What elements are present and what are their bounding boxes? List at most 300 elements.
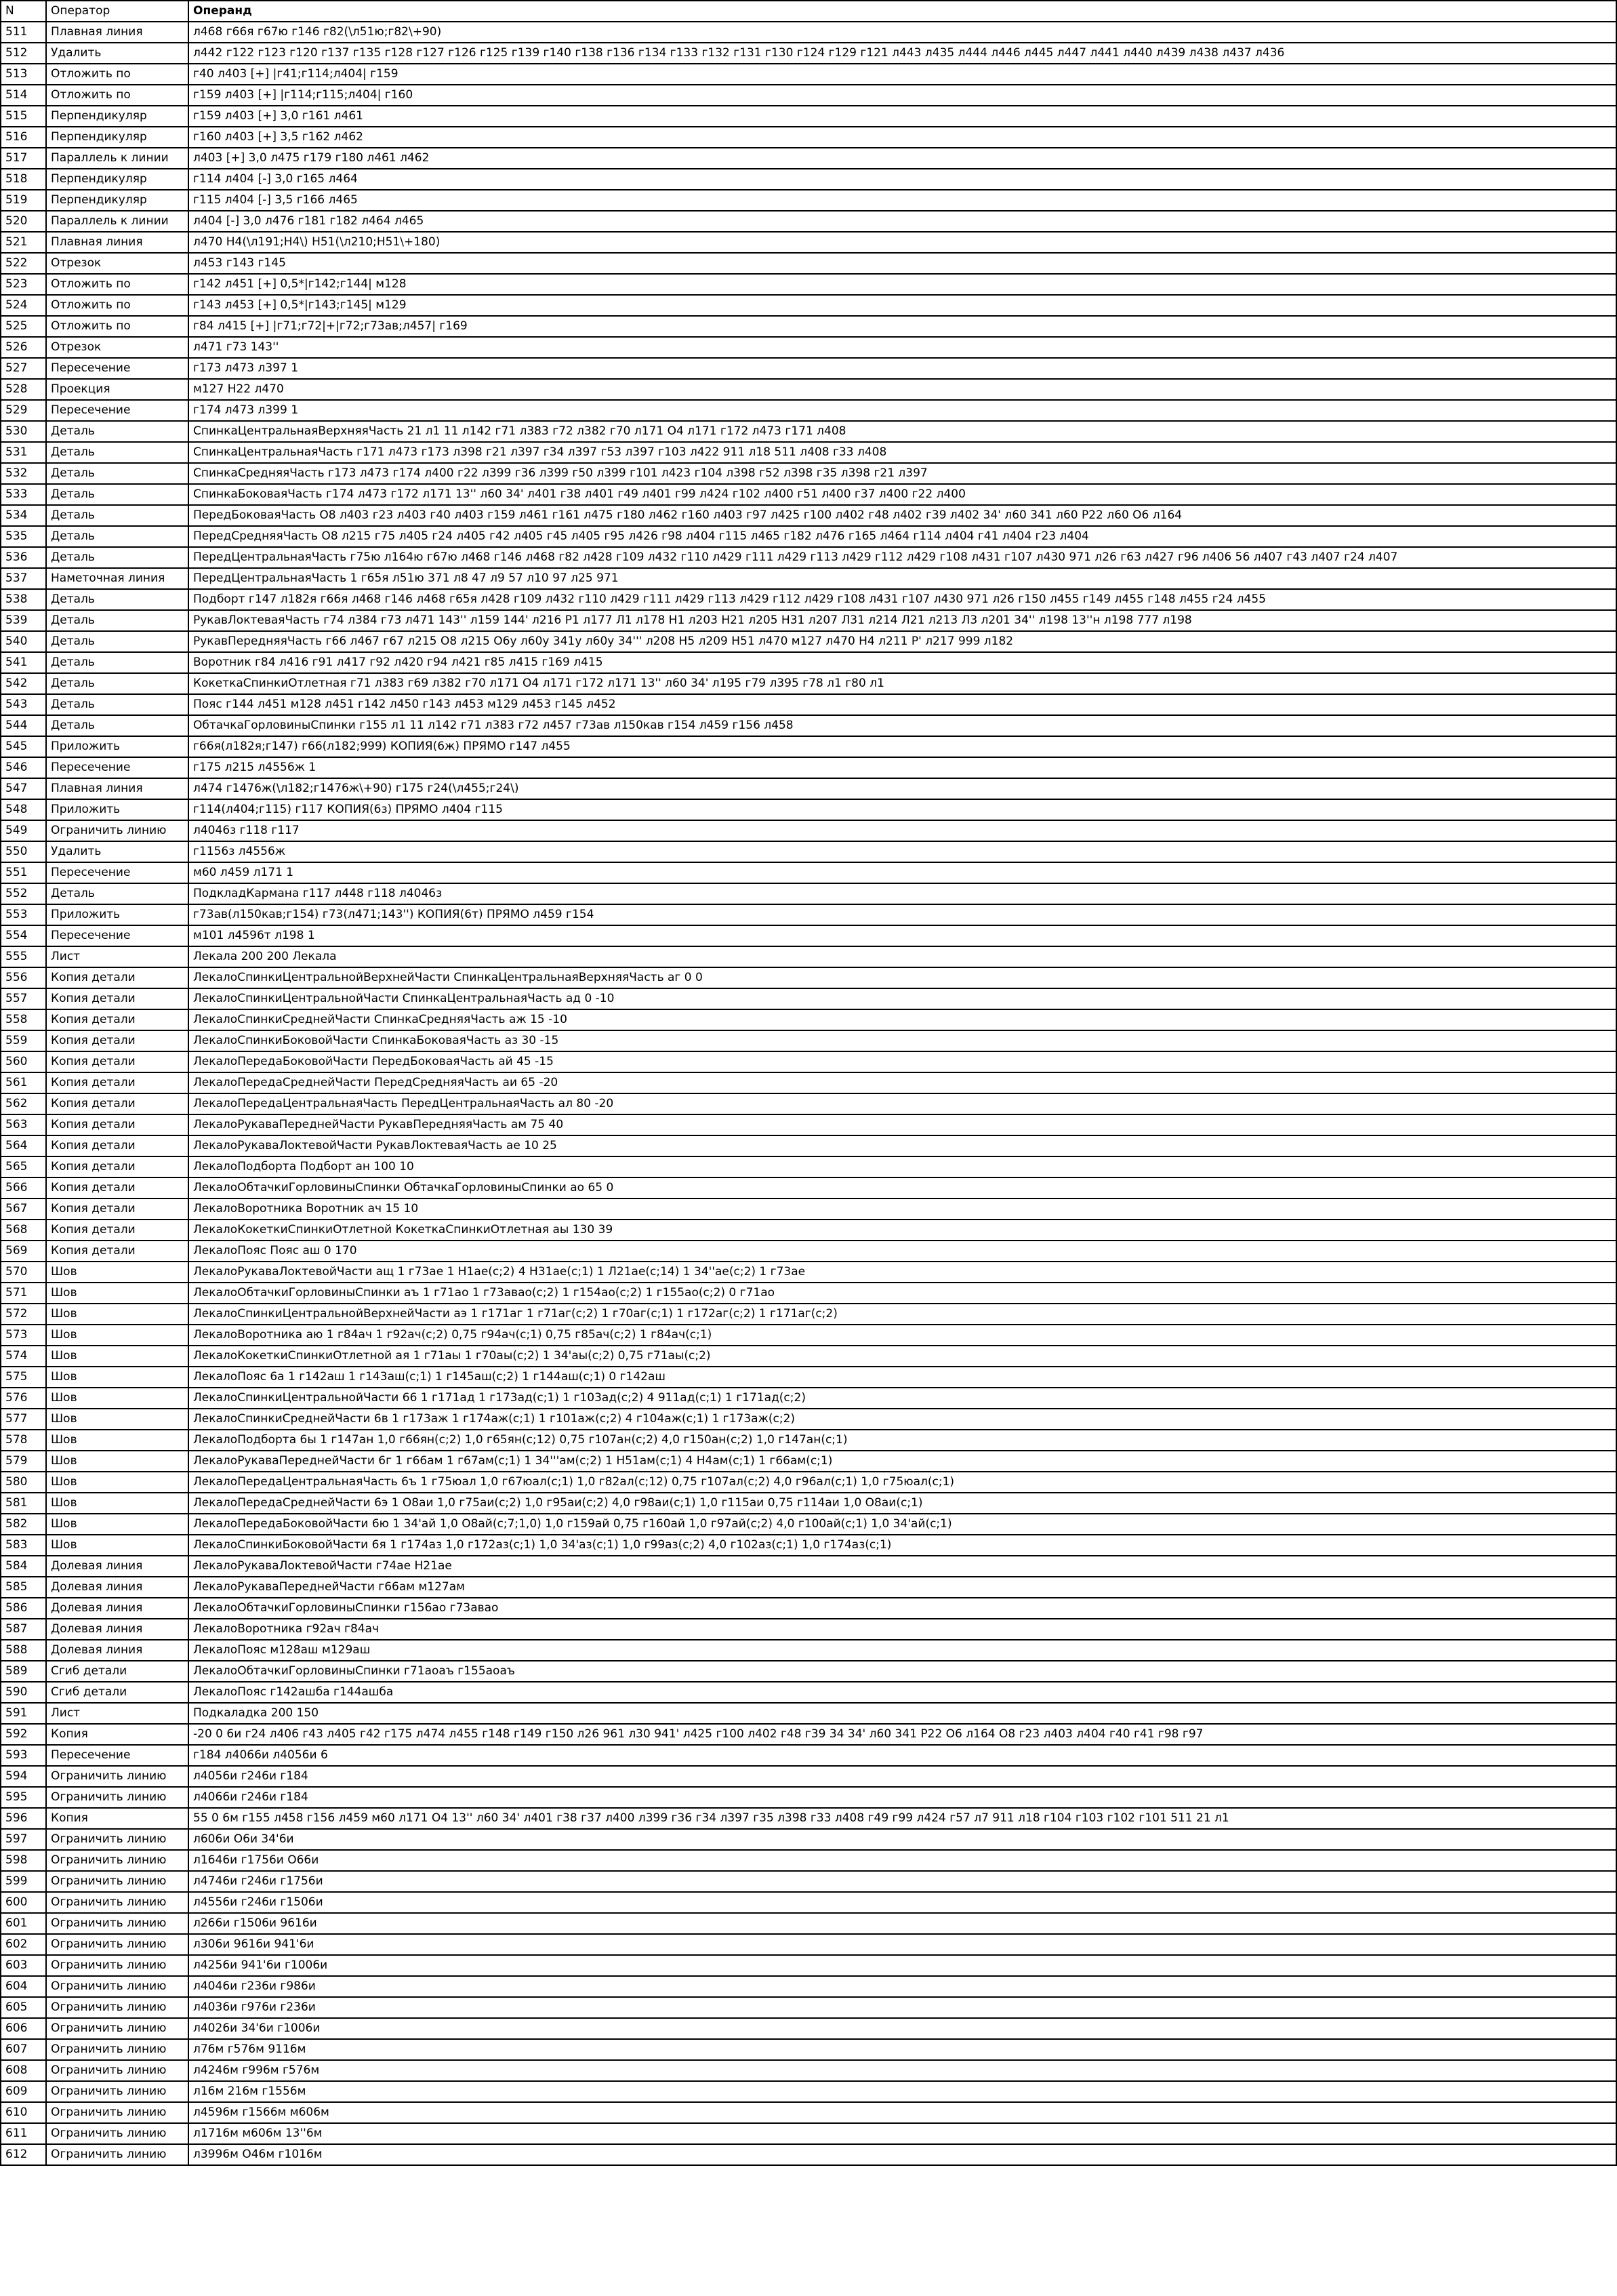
row-number: 567 [1, 1199, 46, 1220]
row-operand: ЛекалоПояс г142ашба г144ашба [188, 1682, 1616, 1703]
row-operand: Подборт г147 л182я г66я л468 г146 л468 г65я л428 г109 л432 г110 л429 г111 л429 г113 л429 г112 л429 г108 л431 г107 л430 971 л26 г150 л455 г149 л455 г148 л455 г24 л455 [188, 589, 1616, 610]
table-row [1, 1892, 1616, 1913]
row-number: 597 [1, 1829, 46, 1850]
table-row [1, 673, 1616, 694]
row-operator: Сгиб детали [46, 1661, 188, 1682]
table-row [1, 862, 1616, 883]
header-operand: Операнд [188, 1, 1616, 22]
table-row [1, 43, 1616, 64]
row-operator: Плавная линия [46, 22, 188, 43]
row-number: 513 [1, 64, 46, 85]
table-row [1, 883, 1616, 904]
row-number: 546 [1, 757, 46, 778]
row-number: 591 [1, 1703, 46, 1724]
table-row [1, 1072, 1616, 1093]
table-row [1, 1703, 1616, 1724]
row-number: 584 [1, 1556, 46, 1577]
row-number: 595 [1, 1787, 46, 1808]
row-operator: Копия детали [46, 1030, 188, 1051]
row-number: 604 [1, 1976, 46, 1997]
row-operator: Долевая линия [46, 1598, 188, 1619]
row-number: 530 [1, 421, 46, 442]
row-operator: Копия детали [46, 1199, 188, 1220]
row-number: 549 [1, 820, 46, 841]
row-number: 531 [1, 442, 46, 463]
row-number: 511 [1, 22, 46, 43]
table-row [1, 1871, 1616, 1892]
table-row [1, 169, 1616, 190]
row-operator: Ограничить линию [46, 1871, 188, 1892]
row-operand: г173 л473 л397 1 [188, 358, 1616, 379]
row-number: 602 [1, 1934, 46, 1955]
row-operator: Шов [46, 1451, 188, 1472]
table-row [1, 1388, 1616, 1409]
table-row [1, 715, 1616, 736]
row-operand: ЛекалоПояс м128аш м129аш [188, 1640, 1616, 1661]
row-number: 599 [1, 1871, 46, 1892]
row-operator: Шов [46, 1514, 188, 1535]
row-operator: Копия [46, 1808, 188, 1829]
row-operator: Ограничить линию [46, 2060, 188, 2081]
table-row [1, 547, 1616, 568]
table-row [1, 442, 1616, 463]
row-number: 587 [1, 1619, 46, 1640]
row-number: 561 [1, 1072, 46, 1093]
row-operator: Удалить [46, 43, 188, 64]
table-row [1, 106, 1616, 127]
row-number: 560 [1, 1051, 46, 1072]
row-operator: Ограничить линию [46, 1829, 188, 1850]
row-operator: Наметочная линия [46, 568, 188, 589]
table-row [1, 505, 1616, 526]
row-operator: Ограничить линию [46, 1766, 188, 1787]
row-operator: Деталь [46, 526, 188, 547]
row-number: 596 [1, 1808, 46, 1829]
row-operator: Шов [46, 1409, 188, 1430]
table-row [1, 127, 1616, 148]
table-row [1, 316, 1616, 337]
row-operand: ЛекалоПодборта 6ы 1 г147ан 1,0 г66ян(с;2) 1,0 г65ян(с;12) 0,75 г107ан(с;2) 4,0 г150ан(с;2) 1,0 г147ан(с;1) [188, 1430, 1616, 1451]
row-operand: ЛекалоПередаБоковойЧасти ПередБоковаяЧасть ай 45 -15 [188, 1051, 1616, 1072]
row-operator: Проекция [46, 379, 188, 400]
row-operand: ЛекалоПодборта Подборт ан 100 10 [188, 1156, 1616, 1177]
row-operand: л4046з г118 г117 [188, 820, 1616, 841]
row-number: 581 [1, 1493, 46, 1514]
row-operand: л16м 216м г1556м [188, 2081, 1616, 2102]
row-number: 521 [1, 232, 46, 253]
table-row [1, 799, 1616, 820]
row-operand: ЛекалоСпинкиЦентральнойЧасти 66 1 г171ад 1 г173ад(с;1) 1 г103ад(с;2) 4 911ад(с;1) 1 г171ад(с;2) [188, 1388, 1616, 1409]
row-number: 532 [1, 463, 46, 484]
row-operand: ЛекалоСпинкиЦентральнойВерхнейЧасти СпинкаЦентральнаяВерхняяЧасть аг 0 0 [188, 967, 1616, 988]
row-number: 539 [1, 610, 46, 631]
header-row [1, 1, 1616, 22]
row-operand: ЛекалоВоротника Воротник ач 15 10 [188, 1199, 1616, 1220]
row-number: 555 [1, 946, 46, 967]
table-row [1, 694, 1616, 715]
row-operator: Пересечение [46, 1745, 188, 1766]
table-row [1, 1199, 1616, 1220]
table-row [1, 1262, 1616, 1283]
row-number: 550 [1, 841, 46, 862]
row-operator: Деталь [46, 484, 188, 505]
table-row [1, 778, 1616, 799]
table-row [1, 610, 1616, 631]
row-operand: ЛекалоПередаЦентральнаяЧасть 6ъ 1 г75юал 1,0 г67юал(с;1) 1,0 г82ал(с;12) 0,75 г107ал(с;2) 4,0 г96ал(с;1) 1,0 г75юал(с;1) [188, 1472, 1616, 1493]
row-operator: Копия детали [46, 1114, 188, 1135]
row-operand: Воротник г84 л416 г91 л417 г92 л420 г94 л421 г85 л415 г169 л415 [188, 652, 1616, 673]
row-operator: Ограничить линию [46, 2102, 188, 2123]
row-operator: Шов [46, 1493, 188, 1514]
row-operator: Шов [46, 1535, 188, 1556]
row-number: 534 [1, 505, 46, 526]
row-operand: л4026и 34'6и г1006и [188, 2018, 1616, 2039]
table-row [1, 1997, 1616, 2018]
table-row [1, 1808, 1616, 1829]
row-number: 579 [1, 1451, 46, 1472]
row-number: 554 [1, 925, 46, 946]
row-operator: Отложить по [46, 85, 188, 106]
row-operator: Копия детали [46, 1072, 188, 1093]
table-row [1, 190, 1616, 211]
row-number: 529 [1, 400, 46, 421]
row-number: 608 [1, 2060, 46, 2081]
row-operand: СпинкаЦентральнаяВерхняяЧасть 21 л1 11 л142 г71 л383 г72 л382 г70 л171 О4 л171 г172 л473 г171 л408 [188, 421, 1616, 442]
row-operator: Копия детали [46, 1093, 188, 1114]
row-operand: 55 0 6м г155 л458 г156 л459 м60 л171 О4 13'' л60 34' л401 г38 г37 л400 л399 г36 г34 л397 г35 л398 г33 л408 г49 г99 л424 г57 л7 911 л18 г104 г103 г102 г101 511 21 л1 [188, 1808, 1616, 1829]
table-row [1, 1030, 1616, 1051]
table-row [1, 1472, 1616, 1493]
table-row [1, 1241, 1616, 1262]
row-operator: Шов [46, 1472, 188, 1493]
row-operator: Отложить по [46, 64, 188, 85]
row-operator: Ограничить линию [46, 2081, 188, 2102]
row-operand: г115 л404 [-] 3,5 г166 л465 [188, 190, 1616, 211]
row-number: 607 [1, 2039, 46, 2060]
row-number: 610 [1, 2102, 46, 2123]
row-number: 516 [1, 127, 46, 148]
row-operator: Деталь [46, 673, 188, 694]
table-row [1, 232, 1616, 253]
row-operand: г114(л404;г115) г117 КОПИЯ(6з) ПРЯМО л404 г115 [188, 799, 1616, 820]
row-operand: г160 л403 [+] 3,5 г162 л462 [188, 127, 1616, 148]
row-operator: Перпендикуляр [46, 169, 188, 190]
table-row [1, 1135, 1616, 1156]
row-number: 606 [1, 2018, 46, 2039]
row-operand: ЛекалоСпинкиСреднейЧасти СпинкаСредняяЧасть аж 15 -10 [188, 1009, 1616, 1030]
row-number: 520 [1, 211, 46, 232]
table-row [1, 946, 1616, 967]
row-operator: Шов [46, 1283, 188, 1304]
table-row [1, 1829, 1616, 1850]
row-operator: Перпендикуляр [46, 127, 188, 148]
row-operator: Ограничить линию [46, 1892, 188, 1913]
row-operator: Параллель к линии [46, 148, 188, 169]
row-operand: ЛекалоПояс 6а 1 г142аш 1 г143аш(с;1) 1 г145аш(с;2) 1 г144аш(с;1) 0 г142аш [188, 1367, 1616, 1388]
row-number: 557 [1, 988, 46, 1009]
row-operand: л403 [+] 3,0 л475 г179 г180 л461 л462 [188, 148, 1616, 169]
table-row [1, 631, 1616, 652]
table-row [1, 1682, 1616, 1703]
row-operand: ПередЦентральнаяЧасть 1 г65я л51ю 371 л8 47 л9 57 л10 97 л25 971 [188, 568, 1616, 589]
row-operand: КокеткаСпинкиОтлетная г71 л383 г69 л382 г70 л171 О4 л171 г172 л171 13'' л60 34' л195 г79 л395 г78 л1 г80 л1 [188, 673, 1616, 694]
row-operand: ЛекалоСпинкиЦентральнойВерхнейЧасти аэ 1 г171аг 1 г71аг(с;2) 1 г70аг(с;1) 1 г172аг(с;2) 1 г171аг(с;2) [188, 1304, 1616, 1325]
row-operator: Ограничить линию [46, 2144, 188, 2165]
table-row [1, 967, 1616, 988]
row-operator: Копия детали [46, 1135, 188, 1156]
row-operand: ЛекалоРукаваЛоктевойЧасти РукавЛоктеваяЧасть ае 10 25 [188, 1135, 1616, 1156]
row-operand: г66я(л182я;г147) г66(л182;999) КОПИЯ(6ж) ПРЯМО г147 л455 [188, 736, 1616, 757]
row-operand: м101 л4596т л198 1 [188, 925, 1616, 946]
row-operand: л76м г576м 9116м [188, 2039, 1616, 2060]
row-number: 525 [1, 316, 46, 337]
row-operator: Ограничить линию [46, 820, 188, 841]
row-operator: Приложить [46, 736, 188, 757]
table-row [1, 2018, 1616, 2039]
row-operand: г143 л453 [+] 0,5*|г143;г145| м129 [188, 295, 1616, 316]
row-operator: Пересечение [46, 400, 188, 421]
row-number: 589 [1, 1661, 46, 1682]
row-operator: Долевая линия [46, 1577, 188, 1598]
row-operator: Деталь [46, 652, 188, 673]
row-operator: Лист [46, 946, 188, 967]
row-operand: м60 л459 л171 1 [188, 862, 1616, 883]
row-operator: Деталь [46, 715, 188, 736]
row-number: 526 [1, 337, 46, 358]
row-number: 519 [1, 190, 46, 211]
row-number: 570 [1, 1262, 46, 1283]
table-row [1, 1745, 1616, 1766]
table-row [1, 484, 1616, 505]
table-row [1, 526, 1616, 547]
table-row [1, 841, 1616, 862]
row-operator: Копия [46, 1724, 188, 1745]
row-number: 598 [1, 1850, 46, 1871]
row-operand: л4036и г976и г236и [188, 1997, 1616, 2018]
header-n: N [1, 1, 46, 22]
row-number: 538 [1, 589, 46, 610]
row-operand: г174 л473 л399 1 [188, 400, 1616, 421]
row-operator: Отложить по [46, 316, 188, 337]
row-operator: Долевая линия [46, 1640, 188, 1661]
row-operand: ЛекалоРукаваЛоктевойЧасти г74ае Н21ае [188, 1556, 1616, 1577]
row-operator: Ограничить линию [46, 1850, 188, 1871]
row-operator: Копия детали [46, 1241, 188, 1262]
row-operand: ЛекалоКокеткиСпинкиОтлетной ая 1 г71аы 1 г70аы(с;2) 1 34'аы(с;2) 0,75 г71аы(с;2) [188, 1346, 1616, 1367]
table-row [1, 64, 1616, 85]
table-row [1, 652, 1616, 673]
table-row [1, 1640, 1616, 1661]
row-operator: Ограничить линию [46, 1976, 188, 1997]
row-operand: ЛекалоРукаваПереднейЧасти 6г 1 г66ам 1 г67ам(с;1) 1 34'''ам(с;2) 1 Н51ам(с;1) 4 Н4ам(с;1) 1 г66ам(с;1) [188, 1451, 1616, 1472]
row-operand: г40 л403 [+] |г41;г114;л404| г159 [188, 64, 1616, 85]
table-row [1, 1367, 1616, 1388]
table-row [1, 1661, 1616, 1682]
row-operand: РукавЛоктеваяЧасть г74 л384 г73 л471 143'' л159 144' л216 Р1 л177 Л1 л178 Н1 л203 Н21 л205 Н31 л207 Л31 л214 Л21 л213 Л3 л201 34'' л198 13''н л198 777 л198 [188, 610, 1616, 631]
row-number: 578 [1, 1430, 46, 1451]
row-operand: л4556и г246и г1506и [188, 1892, 1616, 1913]
row-number: 552 [1, 883, 46, 904]
row-operand: л4056и г246и г184 [188, 1766, 1616, 1787]
row-operator: Отрезок [46, 337, 188, 358]
row-operand: ЛекалоРукаваПереднейЧасти РукавПередняяЧасть ам 75 40 [188, 1114, 1616, 1135]
row-number: 564 [1, 1135, 46, 1156]
row-operator: Шов [46, 1367, 188, 1388]
row-operator: Деталь [46, 883, 188, 904]
row-operand: г1156з л4556ж [188, 841, 1616, 862]
header-operator: Оператор [46, 1, 188, 22]
row-operator: Пересечение [46, 862, 188, 883]
row-operand: ЛекалоСпинкиБоковойЧасти 6я 1 г174аз 1,0 г172аз(с;1) 1,0 34'аз(с;1) 1,0 г99аз(с;2) 4,0 г102аз(с;1) 1,0 г174аз(с;1) [188, 1535, 1616, 1556]
table-row [1, 1724, 1616, 1745]
row-number: 543 [1, 694, 46, 715]
row-operator: Отложить по [46, 274, 188, 295]
table-row [1, 1430, 1616, 1451]
row-number: 541 [1, 652, 46, 673]
row-number: 523 [1, 274, 46, 295]
table-row [1, 1850, 1616, 1871]
row-operand: СпинкаЦентральнаяЧасть г171 л473 г173 л398 г21 л397 г34 л397 г53 л397 г103 л422 911 л18 511 л408 г33 л408 [188, 442, 1616, 463]
row-operator: Приложить [46, 904, 188, 925]
table-row [1, 1934, 1616, 1955]
row-operand: ПередСредняяЧасть О8 л215 г75 л405 г24 л405 г42 л405 г45 л405 г95 л426 г98 л404 г115 л465 г182 л476 г165 л464 г114 л404 г41 л404 г23 л404 [188, 526, 1616, 547]
row-operator: Ограничить линию [46, 2018, 188, 2039]
row-operand: л468 г66я г67ю г146 г82(\л51ю;г82\+90) [188, 22, 1616, 43]
row-number: 575 [1, 1367, 46, 1388]
row-operator: Шов [46, 1346, 188, 1367]
row-number: 551 [1, 862, 46, 883]
row-operator: Копия детали [46, 1220, 188, 1241]
table-row [1, 1220, 1616, 1241]
table-row [1, 1051, 1616, 1072]
row-number: 588 [1, 1640, 46, 1661]
row-operand: л606и О6и 34'6и [188, 1829, 1616, 1850]
row-operand: ПодкладКармана г117 л448 г118 л4046з [188, 883, 1616, 904]
row-number: 586 [1, 1598, 46, 1619]
row-operand: г184 л4066и л4056и 6 [188, 1745, 1616, 1766]
row-operator: Шов [46, 1388, 188, 1409]
row-operator: Копия детали [46, 1177, 188, 1199]
row-operator: Плавная линия [46, 778, 188, 799]
row-operand: л470 Н4(\л191;Н4\) Н51(\л210;Н51\+180) [188, 232, 1616, 253]
row-operator: Ограничить линию [46, 2039, 188, 2060]
row-number: 585 [1, 1577, 46, 1598]
row-operator: Деталь [46, 421, 188, 442]
row-number: 590 [1, 1682, 46, 1703]
row-operator: Пересечение [46, 925, 188, 946]
table-row [1, 2144, 1616, 2165]
row-number: 548 [1, 799, 46, 820]
row-number: 592 [1, 1724, 46, 1745]
table-row [1, 337, 1616, 358]
row-operator: Шов [46, 1304, 188, 1325]
table-row [1, 2039, 1616, 2060]
table-row [1, 274, 1616, 295]
table-row [1, 253, 1616, 274]
row-operand: л266и г1506и 9616и [188, 1913, 1616, 1934]
row-number: 569 [1, 1241, 46, 1262]
row-operand: г159 л403 [+] 3,0 г161 л461 [188, 106, 1616, 127]
row-operand: л4246м г996м г576м [188, 2060, 1616, 2081]
table-row [1, 1409, 1616, 1430]
row-operand: г84 л415 [+] |г71;г72|+|г72;г73ав;л457| г169 [188, 316, 1616, 337]
row-operator: Деталь [46, 505, 188, 526]
row-operator: Ограничить линию [46, 1787, 188, 1808]
row-operator: Ограничить линию [46, 2123, 188, 2144]
table-row [1, 400, 1616, 421]
row-operand: г175 л215 л4556ж 1 [188, 757, 1616, 778]
row-number: 565 [1, 1156, 46, 1177]
row-number: 574 [1, 1346, 46, 1367]
row-number: 593 [1, 1745, 46, 1766]
row-operand: г159 л403 [+] |г114;г115;л404| г160 [188, 85, 1616, 106]
row-number: 603 [1, 1955, 46, 1976]
table-row [1, 2123, 1616, 2144]
row-number: 563 [1, 1114, 46, 1135]
row-operator: Деталь [46, 694, 188, 715]
row-number: 537 [1, 568, 46, 589]
table-row [1, 589, 1616, 610]
row-number: 512 [1, 43, 46, 64]
row-number: 518 [1, 169, 46, 190]
row-operator: Параллель к линии [46, 211, 188, 232]
table-row [1, 2060, 1616, 2081]
table-row [1, 1598, 1616, 1619]
table-row [1, 1913, 1616, 1934]
row-operand: ЛекалоРукаваПереднейЧасти г66ам м127ам [188, 1577, 1616, 1598]
row-operand: л474 г1476ж(\л182;г1476ж\+90) г175 г24(\л455;г24\) [188, 778, 1616, 799]
row-number: 600 [1, 1892, 46, 1913]
row-operand: л4746и г246и г1756и [188, 1871, 1616, 1892]
table-row [1, 2102, 1616, 2123]
row-number: 536 [1, 547, 46, 568]
table-row [1, 1325, 1616, 1346]
table-row [1, 925, 1616, 946]
row-number: 527 [1, 358, 46, 379]
row-operator: Перпендикуляр [46, 190, 188, 211]
table-row [1, 421, 1616, 442]
row-number: 583 [1, 1535, 46, 1556]
row-operator: Ограничить линию [46, 1913, 188, 1934]
table-row [1, 358, 1616, 379]
table-row [1, 1955, 1616, 1976]
row-number: 558 [1, 1009, 46, 1030]
table-row [1, 757, 1616, 778]
row-number: 609 [1, 2081, 46, 2102]
row-operand: л404 [-] 3,0 л476 г181 г182 л464 л465 [188, 211, 1616, 232]
row-operand: г114 л404 [-] 3,0 г165 л464 [188, 169, 1616, 190]
row-operator: Ограничить линию [46, 1955, 188, 1976]
row-number: 571 [1, 1283, 46, 1304]
row-operand: ЛекалоПередаСреднейЧасти 6э 1 О8аи 1,0 г75аи(с;2) 1,0 г95аи(с;2) 4,0 г98аи(с;1) 1,0 г115аи 0,75 г114аи 1,0 О8аи(с;1) [188, 1493, 1616, 1514]
row-operator: Шов [46, 1430, 188, 1451]
row-operator: Отрезок [46, 253, 188, 274]
row-operator: Шов [46, 1262, 188, 1283]
row-operand: -20 0 6и г24 л406 г43 л405 г42 г175 л474 л455 г148 г149 г150 л26 961 л30 941' л425 г100 л402 г48 г39 34 34' л60 341 Р22 О6 л164 О8 г23 л403 л404 г40 г41 г98 г97 [188, 1724, 1616, 1745]
row-number: 580 [1, 1472, 46, 1493]
row-operator: Деталь [46, 442, 188, 463]
row-number: 517 [1, 148, 46, 169]
row-operator: Деталь [46, 631, 188, 652]
row-operand: ЛекалоПояс Пояс аш 0 170 [188, 1241, 1616, 1262]
row-operator: Деталь [46, 610, 188, 631]
row-operand: ЛекалоСпинкиЦентральнойЧасти СпинкаЦентральнаяЧасть ад 0 -10 [188, 988, 1616, 1009]
table-row [1, 1766, 1616, 1787]
row-operator: Долевая линия [46, 1619, 188, 1640]
row-number: 611 [1, 2123, 46, 2144]
table-body [1, 22, 1616, 2165]
table-row [1, 1346, 1616, 1367]
